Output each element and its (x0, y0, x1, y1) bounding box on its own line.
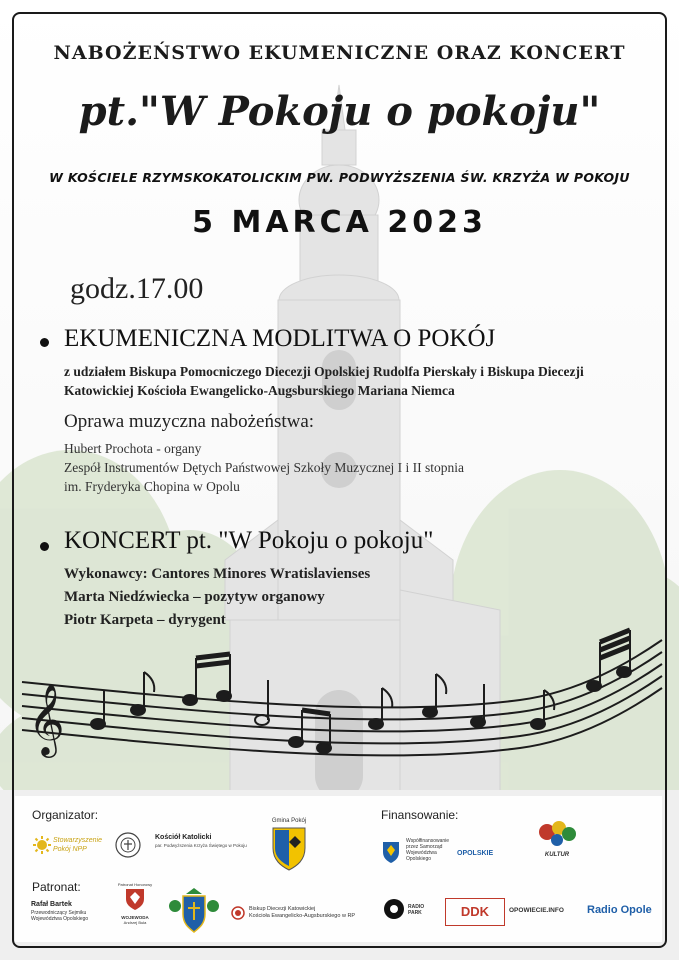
financing-label: Finansowanie: (381, 808, 459, 822)
concert-title: KONCERT pt. "W Pokoju o pokoju" (64, 527, 434, 554)
radio-park-logo: RADIO PARK (381, 894, 437, 926)
patronage-label: Patronat: (32, 880, 81, 894)
prayer-title: EKUMENICZNA MODLITWA O POKÓJ (64, 325, 496, 352)
eagle-icon (124, 887, 146, 911)
sun-icon (33, 836, 51, 854)
samorzad-logo: Współfinansowanie przez Samorząd Województwa Opolskiego OPOLSKIE (381, 838, 501, 868)
church-line: W KOŚCIELE RZYMSKOKATOLICKIM PW. PODWYŻSZENIA ŚW. KRZYŻA W POKOJU (49, 170, 630, 185)
music-notes-icon (91, 630, 631, 753)
treble-clef-icon (28, 682, 65, 758)
music-line: Zespół Instrumentów Dętych Państwowej Szkoły Muzycznej I i II stopnia (64, 460, 465, 475)
opolskie-logo: OPOLSKIE (457, 850, 494, 857)
event-date: 5 MARCA 2023 (192, 205, 487, 240)
performer-line: Marta Niedźwiecka – pozytyw organowy (64, 589, 325, 605)
kultur-logo: KULTUR (535, 818, 579, 868)
script-title: pt."W Pokoju o pokoju" (78, 88, 601, 135)
music-line: im. Fryderyka Chopina w Opolu (64, 479, 240, 494)
bartek-logo: Rafał Bartek Przewodniczący Sejmiku Województwa Opolskiego (31, 901, 89, 922)
footer (15, 796, 662, 942)
prayer-desc-line-2: Katowickiej Kościoła Ewangelicko-Augsburskiego Mariana Niemca (64, 383, 455, 398)
music-staff-decoration (0, 600, 679, 780)
prayer-desc-line-1: z udziałem Biskupa Pomocniczego Diecezji Opolskiej Rudolfa Pierskały i Biskupa Diecezji (64, 364, 584, 379)
bullet-icon (40, 542, 49, 551)
event-time: godz.17.00 (70, 272, 204, 305)
eagle-shield-icon (381, 840, 401, 864)
svg-text:𝄞: 𝄞 (28, 682, 65, 755)
prayer-description (64, 362, 664, 400)
ddk-logo: DDK (445, 898, 505, 926)
seal-icon (115, 832, 141, 858)
music-line: Hubert Prochota - organy (64, 441, 202, 456)
music-heading: Oprawa muzyczna nabożeństwa: (64, 411, 315, 432)
association-logo: Stowarzyszenie Pokój NPP (33, 834, 107, 858)
parish-logo: Kościół Katolicki par. Podwyższenia Krzyża Świętego w Pokoju (155, 834, 247, 848)
gmina-pokoj-logo: Gmina Pokój (267, 818, 311, 876)
music-list (64, 439, 464, 496)
performer-line: Wykonawcy: Cantores Minores Wratislavienses (64, 566, 371, 582)
radio-opole-logo: Radio Opole (587, 904, 652, 916)
performer-line: Piotr Karpeta – dyrygent (64, 612, 226, 628)
bullet-icon (40, 338, 49, 347)
radio-park-icon (383, 898, 405, 920)
luther-rose-icon (231, 906, 245, 920)
organizer-label: Organizator: (32, 808, 99, 822)
kultur-icon (535, 818, 579, 848)
lutheran-bishop-logo: Biskup Diecezji Katowickiej Kościoła Ewangelicko-Augsburskiego w RP (231, 906, 381, 932)
wojewoda-logo: Patronat Honorowy WOJEWODA Andrzej Buła (117, 882, 153, 925)
event-title: NABOŻEŃSTWO EKUMENICZNE ORAZ KONCERT (53, 42, 626, 64)
coat-of-arms-icon (267, 824, 311, 872)
bishop-coat-of-arms-icon (165, 884, 223, 936)
opowiecie-logo: OPOWIECIE.INFO (509, 907, 564, 914)
